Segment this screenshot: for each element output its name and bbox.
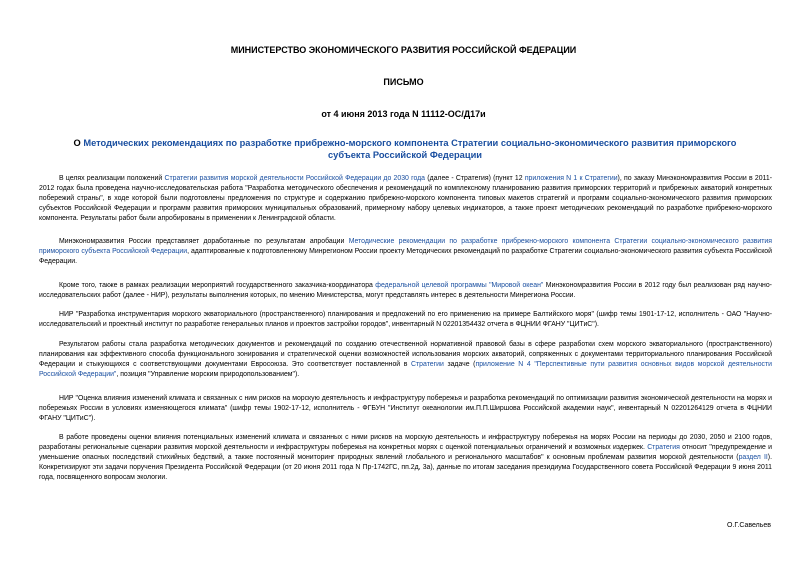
link-methodical-recommendations[interactable]: Методические рекомендации по разработке прибрежно-морского компонента Стратегии социально-экономического развития приморского субъекта Российской Федерации (39, 238, 772, 255)
paragraph-1 (39, 174, 772, 224)
paragraph-text: (далее - Стратегия) (пункт 12 (425, 175, 525, 182)
paragraph-text: Минэкономразвития России представляет доработанные по результатам апробации (59, 238, 349, 245)
link-world-ocean-program[interactable]: федеральной целевой программы "Мировой океан" (375, 282, 544, 289)
link-appendix-4[interactable]: приложение N 4 (475, 361, 531, 368)
paragraph-text: , позиция "Управление морским природопользованием"). (116, 371, 300, 378)
link-development-paths[interactable]: "Перспективные пути развития основных видов морской деятельности Российской Федерации" (39, 361, 772, 378)
paragraph-text: относит "предупреждение и уменьшение опасных последствий стихийных бедствий, а также постоянный мониторинг природных явлений глобального и регионального масштабов" к основным проблемам развития морской деятельности ( (39, 444, 772, 461)
paragraph-2 (39, 237, 772, 267)
subject-link[interactable]: Методических рекомендациях по разработке прибрежно-морского компонента Стратегии социально-экономического развития приморского субъекта Российской Федерации (83, 138, 737, 160)
paragraph-text: Результатом работы стала разработка методических документов и рекомендаций по созданию отечественной нормативной правовой базы в сфере разработки схем морского экваториального (пространственного) планирования как эффективного способа функционального зонирования и стратегической оценки возможностей использования морских акваторий, сопряженных с документами территориального планирования Российской Федерации и стыкующихся с соответствующими документами Евросоюза. Это соответствует поставленной в (39, 341, 772, 368)
document-subject (55, 137, 755, 161)
link-strategy-appendix-1[interactable]: приложения N 1 к Стратегии (524, 175, 618, 182)
ministry-title: МИНИСТЕРСТВО ЭКОНОМИЧЕСКОГО РАЗВИТИЯ РОССИЙСКОЙ ФЕДЕРАЦИИ (230, 45, 577, 55)
paragraph-3 (39, 281, 772, 301)
document-date-number: от 4 июня 2013 года N 11112-ОС/Д17и (321, 109, 486, 119)
link-strategy[interactable]: Стратегии (411, 361, 444, 368)
document-type: ПИСЬМО (383, 77, 424, 87)
paragraph-text: В работе проведены оценки влияния потенциальных изменений климата и связанных с ними рисков на морскую деятельность и инфраструктуру побережья на морях России на периоды до 2030, 2050 и 2100 годов, разработаны региональные сценарии развития морской деятельности и инфраструктуры побережья на конкретных морях с оценкой потенциальных ограничений и возможных издержек. (39, 434, 772, 451)
paragraph-text: Минэкономразвития России в 2012 году был реализован ряд научно-исследовательских работ (далее - НИР), результаты выполнения которых, по мнению Министерства, могут представлять интерес в деятельности Минрегиона России. (39, 282, 772, 299)
paragraph-text: ). Конкретизируют эти задачи поручения Президента Российской Федерации (от 20 июня 2011 года N Пр-1742ГС, пп.2д, 3а), данные по итогам заседания президиума Государственного совета Российской Федерации 9 июня 2011 года, посвященного вопросам экологии. (39, 454, 772, 481)
paragraph-text: ), по заказу Минэкономразвития России в 2011-2012 годах была проведена научно-исследовательская работа "Разработка методического обеспечения и рекомендаций по комплексному планированию развития приморских территорий и прибрежных акваторий конкретных побережий страны", в ходе которой были подготовлены предложения по структуре и содержанию прибрежно-морского компонента типовых макетов стратегий и программ социально-экономического развития приморских субъектов Российской Федерации и программ развития приморских муниципальных образований, примерному набору целевых индикаторов, а также проект методических рекомендаций по разработке прибрежно-морского компонента. Результаты работ были апробированы в применении к Ленинградской области. (39, 175, 772, 222)
signature: О.Г.Савельев (727, 522, 771, 529)
subject-prefix: О (73, 138, 84, 148)
paragraph-text: НИР "Оценка влияния изменений климата и связанных с ним рисков на морскую деятельность и инфраструктуру побережья и разработка рекомендаций по оптимизации развития экономической деятельности на морях и побережьях России в условиях изменяющегося климата" (шифр темы 1902-17-12, исполнитель - ФГБУН "Институт океанологии им.П.П.Ширшова Российской академии наук", инвентарный N 02201264129 отчета в ФЦНИИ ФГАНУ "ЦИТиС"). (39, 395, 772, 422)
paragraph-4 (39, 310, 772, 330)
paragraph-text: Кроме того, также в рамках реализации мероприятий государственного заказчика-координатора (59, 282, 376, 289)
link-strategy-2[interactable]: Стратегия (647, 444, 680, 451)
link-strategy-2030[interactable]: Стратегии развития морской деятельности Российской Федерации до 2030 года (164, 175, 426, 182)
paragraph-text: В целях реализации положений (59, 175, 165, 182)
paragraph-6 (39, 394, 772, 424)
paragraph-7 (39, 433, 772, 483)
paragraph-text: , адаптированные к подготовленному Минрегионом России проекту Методических рекомендаций по разработке Стратегии социально-экономического развития субъекта Российской Федерации. (39, 248, 772, 265)
link-section-2[interactable]: раздел II (738, 454, 768, 461)
paragraph-text: НИР "Разработка инструментария морского экваториального (пространственного) планирования и предложений по его применению на примере Балтийского моря" (шифр темы 1901-17-12, исполнитель - ОАО "Научно-исследовательский и проектный институт по разработке генеральных планов и проектов застройки городов", инвентарный N 02201354432 отчета в ФЦНИИ ФГАНУ "ЦИТиС"). (39, 311, 772, 328)
paragraph-text: задаче ( (443, 361, 476, 368)
paragraph-5 (39, 340, 772, 380)
